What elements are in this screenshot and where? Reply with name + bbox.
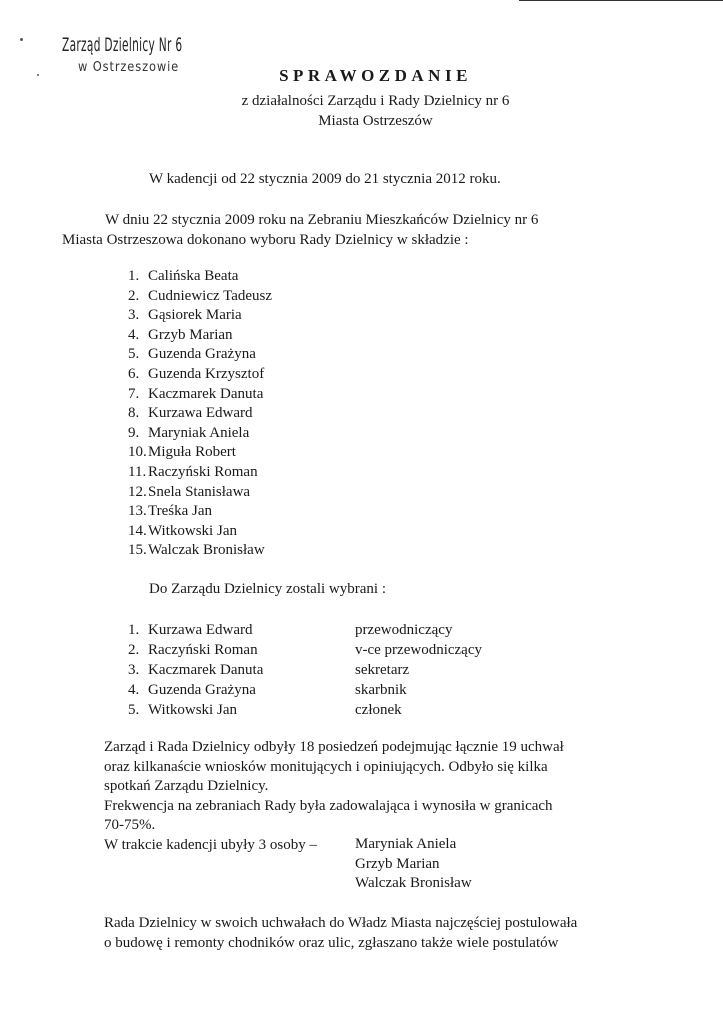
list-number: 1. xyxy=(128,622,140,638)
member-name: Snela Stanisława xyxy=(148,483,251,500)
list-item xyxy=(128,522,272,542)
departed-members-list xyxy=(355,835,472,894)
document-subtitle-1: z działalności Zarządu i Rady Dzielnicy nr 6 xyxy=(241,93,510,109)
member-role: przewodniczący xyxy=(355,622,453,638)
board-heading: Do Zarządu Dzielnicy zostali wybrani : xyxy=(149,581,386,597)
list-item xyxy=(128,541,272,561)
list-number: 1. xyxy=(128,268,140,284)
board-row xyxy=(128,700,402,720)
list-number: 11. xyxy=(128,463,147,480)
list-item xyxy=(128,463,272,483)
list-item xyxy=(128,365,272,385)
member-name: Kurzawa Edward xyxy=(148,405,253,422)
board-members-list xyxy=(128,620,483,720)
council-members-list xyxy=(128,267,272,561)
member-name: Witkowski Jan xyxy=(148,702,237,718)
board-row xyxy=(128,640,483,660)
stamp-office-name: Zarząd Dzielnicy Nr 6 xyxy=(62,34,183,56)
list-number: 9. xyxy=(128,424,140,441)
stamp-office-city: w Ostrzeszowie xyxy=(78,60,180,75)
member-name: Cudniewicz Tadeusz xyxy=(148,287,273,304)
intro-line-1: W dniu 22 stycznia 2009 roku na Zebraniu Mieszkańców Dzielnicy nr 6 xyxy=(105,212,539,228)
member-role: sekretarz xyxy=(355,662,410,678)
member-name: Miguła Robert xyxy=(148,444,236,461)
member-name: Guzenda Grażyna xyxy=(148,346,256,363)
paragraph-line: 70-75%. xyxy=(104,817,156,833)
list-number: 12. xyxy=(128,483,147,500)
document-title: SPRAWOZDANIE xyxy=(279,66,472,85)
list-number: 14. xyxy=(128,522,147,539)
list-item xyxy=(128,287,272,307)
list-item xyxy=(128,385,272,405)
member-name: Maryniak Aniela xyxy=(148,424,250,441)
term-line: W kadencji od 22 stycznia 2009 do 21 stycznia 2012 roku. xyxy=(149,171,501,187)
paragraph-line: W trakcie kadencji ubyły 3 osoby – xyxy=(104,836,318,853)
list-item xyxy=(128,326,272,346)
list-item xyxy=(128,404,272,424)
member-name: Walczak Bronisław xyxy=(148,542,265,559)
member-name: Calińska Beata xyxy=(148,268,239,284)
closing-paragraph xyxy=(104,914,577,953)
paragraph-line: spotkań Zarządu Dzielnicy. xyxy=(104,778,269,794)
member-name: Raczyński Roman xyxy=(148,463,258,480)
member-name: Grzyb Marian xyxy=(148,326,233,343)
departed-member: Maryniak Aniela xyxy=(355,836,457,852)
member-role: członek xyxy=(355,702,402,718)
list-number: 4. xyxy=(128,326,140,343)
paragraph-line: Zarząd i Rada Dzielnicy odbyły 18 posiedzeń podejmując łącznie 19 uchwał xyxy=(104,739,564,755)
list-item xyxy=(128,502,272,522)
member-name: Treśka Jan xyxy=(148,503,213,520)
member-name: Witkowski Jan xyxy=(148,522,237,539)
list-number: 8. xyxy=(128,405,140,422)
intro-line-2: Miasta Ostrzeszowa dokonano wyboru Rady Dzielnicy w składzie : xyxy=(62,232,469,248)
list-item xyxy=(128,483,272,503)
member-name: Raczyński Roman xyxy=(148,642,258,658)
member-name: Guzenda Grażyna xyxy=(148,682,256,698)
board-row xyxy=(128,620,453,640)
list-item xyxy=(128,267,272,287)
activity-paragraph xyxy=(104,738,564,855)
list-number: 15. xyxy=(128,542,147,559)
list-number: 2. xyxy=(128,642,140,658)
list-number: 7. xyxy=(128,385,140,402)
member-role: skarbnik xyxy=(355,682,407,698)
member-name: Kaczmarek Danuta xyxy=(148,385,264,402)
board-row xyxy=(128,660,410,680)
list-item xyxy=(128,424,272,444)
scan-speck xyxy=(20,38,23,41)
list-number: 6. xyxy=(128,365,140,382)
list-item xyxy=(128,306,272,326)
list-number: 4. xyxy=(128,682,140,698)
list-number: 5. xyxy=(128,702,140,718)
scan-edge-line xyxy=(519,0,723,1)
list-number: 10. xyxy=(128,444,147,461)
member-role: v-ce przewodniczący xyxy=(355,642,483,658)
departed-member: Walczak Bronisław xyxy=(355,875,472,891)
list-item xyxy=(128,443,272,463)
paragraph-line: Rada Dzielnicy w swoich uchwałach do Władz Miasta najczęściej postulowała xyxy=(104,915,578,931)
list-item xyxy=(128,345,272,365)
paragraph-line: Frekwencja na zebraniach Rady była zadowalająca i wynosiła w granicach xyxy=(104,797,553,814)
document-subtitle-2: Miasta Ostrzeszów xyxy=(318,113,433,129)
list-number: 2. xyxy=(128,287,140,304)
list-number: 5. xyxy=(128,346,140,363)
member-name: Kaczmarek Danuta xyxy=(148,662,264,678)
list-number: 13. xyxy=(128,503,147,520)
member-name: Guzenda Krzysztof xyxy=(148,365,265,382)
list-number: 3. xyxy=(128,662,140,678)
board-row xyxy=(128,680,407,700)
paragraph-line: o budowę i remonty chodników oraz ulic, zgłaszano także wiele postulatów xyxy=(104,934,559,951)
list-number: 3. xyxy=(128,307,140,324)
departed-member: Grzyb Marian xyxy=(355,855,440,872)
member-name: Gąsiorek Maria xyxy=(148,307,242,324)
paragraph-line: oraz kilkanaście wniosków monitujących i opiniujących. Odbyło się kilka xyxy=(104,758,548,775)
member-name: Kurzawa Edward xyxy=(148,622,253,638)
